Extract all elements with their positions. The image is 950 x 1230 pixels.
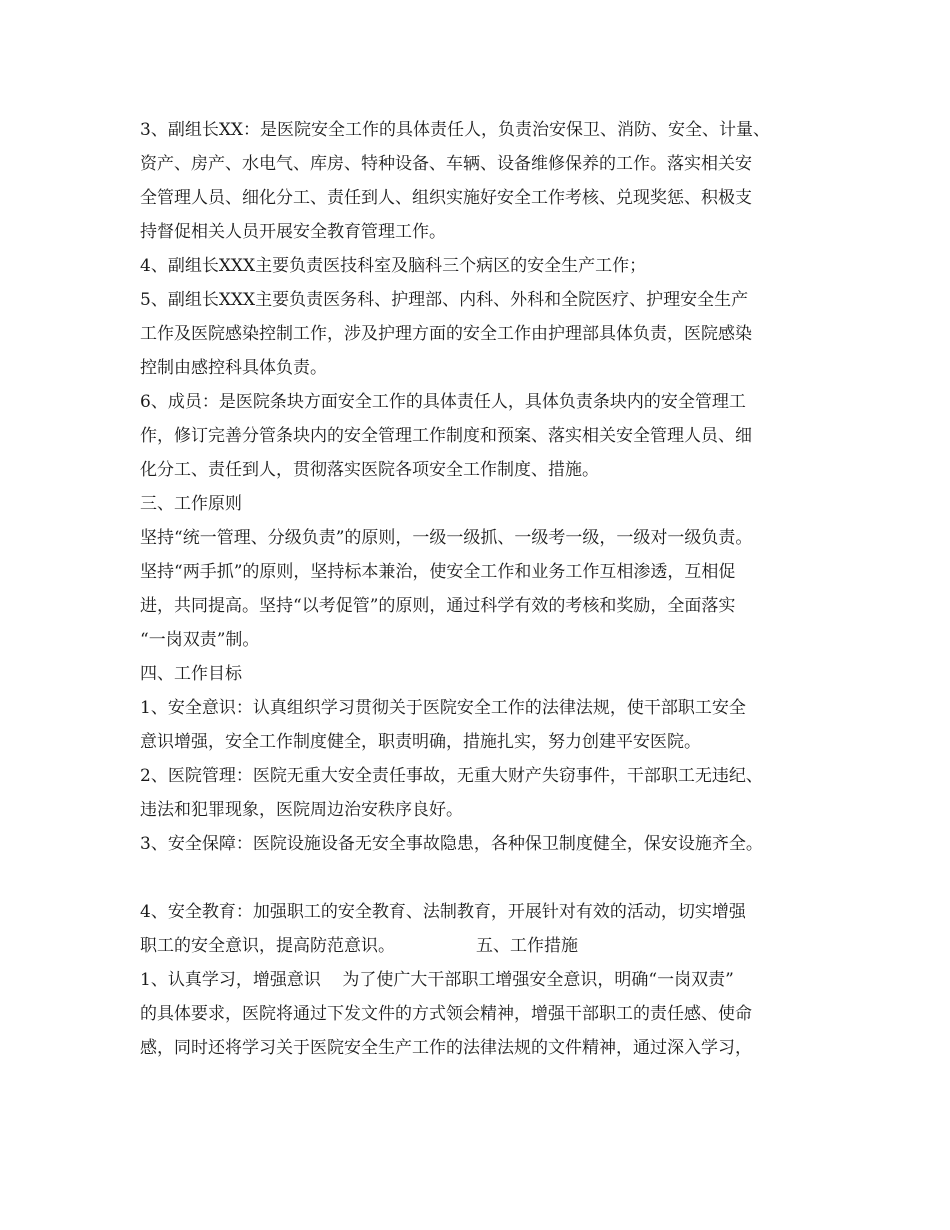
paragraph-line: 1、安全意识：认真组织学习贯彻关于医院安全工作的法律法规，使干部职工安全 xyxy=(140,698,746,718)
paragraph-line: 意识增强，安全工作制度健全，职责明确，措施扎实，努力创建平安医院。 xyxy=(140,732,701,752)
paragraph-line: 5、副组长XXX主要负责医务科、护理部、内科、外科和全院医疗、护理安全生产 xyxy=(140,290,749,310)
paragraph-line: 全管理人员、细化分工、责任到人、组织实施好安全工作考核、兑现奖惩、积极支 xyxy=(140,188,752,208)
paragraph-line: 3、副组长XX：是医院安全工作的具体责任人，负责治安保卫、消防、安全、计量、 xyxy=(140,120,771,140)
paragraph-line: 坚持“两手抓”的原则，坚持标本兼治，使安全工作和业务工作互相渗透，互相促 xyxy=(140,562,736,582)
section-heading: 四、工作目标 xyxy=(140,664,242,684)
paragraph-line: 3、安全保障：医院设施设备无安全事故隐患，各种保卫制度健全，保安设施齐全。 xyxy=(140,834,763,854)
paragraph-line: “一岗双责”制。 xyxy=(140,630,260,650)
document-body xyxy=(140,113,830,1065)
paragraph-line: 感，同时还将学习关于医院安全生产工作的法律法规的文件精神，通过深入学习， xyxy=(140,1038,752,1058)
paragraph-line: 化分工、责任到人，贯彻落实医院各项安全工作制度、措施。 xyxy=(140,460,599,480)
paragraph-line: 持督促相关人员开展安全教育管理工作。 xyxy=(140,222,446,242)
paragraph-line: 2、医院管理：医院无重大安全责任事故，无重大财产失窃事件，干部职工无违纪、 xyxy=(140,766,763,786)
section-heading: 三、工作原则 xyxy=(140,494,242,514)
paragraph-line: 职工的安全意识，提高防范意识。 五、工作措施 xyxy=(140,936,579,956)
paragraph-line: 资产、房产、水电气、库房、特种设备、车辆、设备维修保养的工作。落实相关安 xyxy=(140,154,752,174)
paragraph-line: 1、认真学习，增强意识 为了使广大干部职工增强安全意识，明确“一岗双责” xyxy=(140,970,734,990)
blank-line xyxy=(140,861,830,895)
paragraph-line: 4、安全教育：加强职工的安全教育、法制教育，开展针对有效的活动，切实增强 xyxy=(140,902,746,922)
paragraph-line: 坚持“统一管理、分级负责”的原则，一级一级抓、一级考一级，一级对一级负责。 xyxy=(140,528,753,548)
paragraph-line: 违法和犯罪现象，医院周边治安秩序良好。 xyxy=(140,800,463,820)
paragraph-line: 控制由感控科具体负责。 xyxy=(140,358,327,378)
paragraph-line: 的具体要求，医院将通过下发文件的方式领会精神，增强干部职工的责任感、使命 xyxy=(140,1004,752,1024)
paragraph-line: 6、成员：是医院条块方面安全工作的具体责任人，具体负责条块内的安全管理工 xyxy=(140,392,746,412)
paragraph-line: 工作及医院感染控制工作，涉及护理方面的安全工作由护理部具体负责，医院感染 xyxy=(140,324,752,344)
paragraph-line: 作，修订完善分管条块内的安全管理工作制度和预案、落实相关安全管理人员、细 xyxy=(140,426,752,446)
paragraph-line: 4、副组长XXX主要负责医技科室及脑科三个病区的安全生产工作； xyxy=(140,256,647,276)
paragraph-line: 进，共同提高。坚持“以考促管”的原则，通过科学有效的考核和奖励，全面落实 xyxy=(140,596,736,616)
